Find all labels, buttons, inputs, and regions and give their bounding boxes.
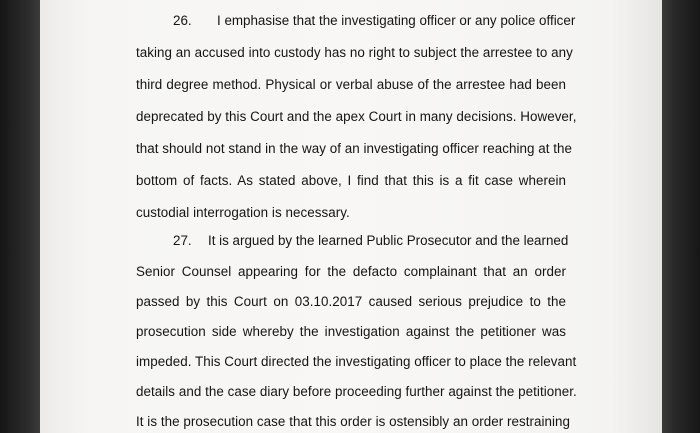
text-line: Senior Counsel appearing for the defacto complainant that an order [136, 264, 566, 279]
text-line: passed by this Court on 03.10.2017 caused serious prejudice to the [136, 294, 566, 309]
dark-margin-left [0, 0, 40, 433]
document-page [40, 0, 662, 433]
text-line: that should not stand in the way of an investigating officer reaching at the [136, 141, 573, 156]
text-line: details and the case diary before proceeding further against the petitioner. [136, 384, 577, 399]
paragraph-number: 27. [173, 233, 192, 248]
paragraph-number: 26. [173, 13, 192, 28]
text-line: deprecated by this Court and the apex Court in many decisions. However, [136, 109, 577, 124]
paragraph-first-line: It is argued by the learned Public Prosecutor and the learned [208, 233, 569, 248]
text-line: third degree method. Physical or verbal abuse of the arrestee had been [136, 77, 566, 92]
text-line: custodial interrogation is necessary. [136, 205, 350, 220]
text-line: impeded. This Court directed the investigating officer to place the relevant [136, 354, 577, 369]
text-line: bottom of facts. As stated above, I find that this is a fit case wherein [136, 173, 566, 188]
text-line: taking an accused into custody has no right to subject the arrestee to any [136, 45, 573, 60]
dark-margin-right [662, 0, 700, 433]
text-line: It is the prosecution case that this order is ostensibly an order restraining [136, 414, 571, 429]
text-line: prosecution side whereby the investigation against the petitioner was [136, 324, 566, 339]
paragraph-first-line: I emphasise that the investigating officer or any police officer [217, 13, 576, 28]
